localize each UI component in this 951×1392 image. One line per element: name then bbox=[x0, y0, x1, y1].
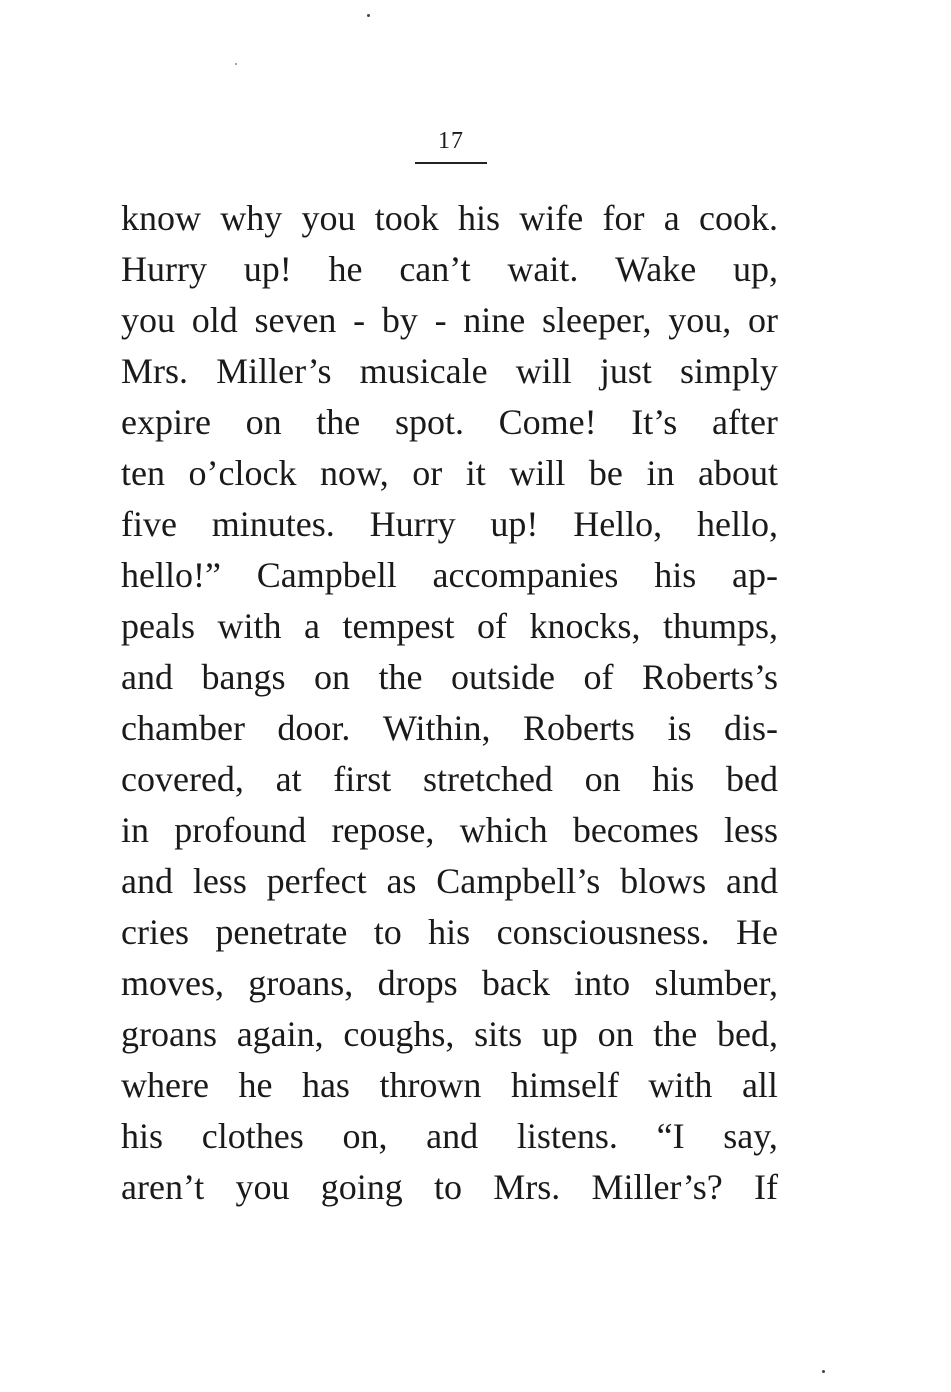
text-line bbox=[121, 346, 778, 397]
word: He bbox=[736, 912, 778, 952]
text-line bbox=[121, 652, 778, 703]
word: - bbox=[353, 300, 366, 340]
text-line bbox=[121, 193, 778, 244]
word: hello!” bbox=[121, 555, 221, 595]
word: or bbox=[747, 300, 778, 340]
word: wife bbox=[519, 198, 584, 238]
word: in bbox=[121, 810, 150, 850]
word: expire bbox=[121, 402, 211, 442]
word: his bbox=[654, 555, 697, 595]
word: bed, bbox=[717, 1014, 778, 1054]
word: of bbox=[583, 657, 614, 697]
word: after bbox=[711, 402, 778, 442]
word: first bbox=[333, 759, 392, 799]
word: thrown bbox=[379, 1065, 482, 1105]
word: Come! bbox=[498, 402, 597, 442]
word: a bbox=[663, 198, 680, 238]
word: slumber, bbox=[654, 963, 778, 1003]
word: or bbox=[412, 453, 443, 493]
word: Roberts bbox=[522, 708, 635, 748]
word: up! bbox=[243, 249, 292, 289]
word: now, bbox=[320, 453, 389, 493]
word: on bbox=[584, 759, 621, 799]
word: has bbox=[301, 1065, 350, 1105]
page-number: 17 bbox=[438, 128, 464, 154]
word: of bbox=[476, 606, 507, 646]
text-line bbox=[121, 1162, 778, 1213]
word: as bbox=[386, 861, 417, 901]
word: ten bbox=[121, 453, 165, 493]
text-line bbox=[121, 703, 778, 754]
word: on bbox=[313, 657, 350, 697]
word: at bbox=[275, 759, 302, 799]
word: Mrs. bbox=[493, 1167, 561, 1207]
word: a bbox=[303, 606, 320, 646]
body-text bbox=[121, 193, 778, 1213]
word: on bbox=[245, 402, 282, 442]
word: you bbox=[121, 300, 175, 340]
ink-speck bbox=[367, 14, 370, 17]
word: his bbox=[428, 912, 471, 952]
word: Hurry bbox=[369, 504, 456, 544]
word: and bbox=[121, 861, 173, 901]
word: wait. bbox=[507, 249, 579, 289]
word: coughs, bbox=[343, 1014, 455, 1054]
text-line bbox=[121, 499, 778, 550]
word: about bbox=[698, 453, 778, 493]
word: going bbox=[320, 1167, 403, 1207]
word: say, bbox=[723, 1116, 778, 1156]
word: his bbox=[458, 198, 501, 238]
word: and bbox=[426, 1116, 479, 1156]
word: up, bbox=[733, 249, 778, 289]
word: Miller’s bbox=[216, 351, 332, 391]
word: into bbox=[574, 963, 631, 1003]
word: accompanies bbox=[432, 555, 619, 595]
word: thumps, bbox=[662, 606, 778, 646]
word: simply bbox=[679, 351, 778, 391]
word: profound bbox=[174, 810, 307, 850]
word: - bbox=[434, 300, 447, 340]
word: o’clock bbox=[188, 453, 297, 493]
word: moves, bbox=[121, 963, 224, 1003]
ink-speck bbox=[235, 63, 237, 65]
word: where bbox=[121, 1065, 209, 1105]
word: know bbox=[121, 198, 201, 238]
word: for bbox=[602, 198, 645, 238]
word: to bbox=[373, 912, 402, 952]
word: Hello, bbox=[573, 504, 663, 544]
word: his bbox=[652, 759, 695, 799]
word: cook. bbox=[698, 198, 778, 238]
word: chamber bbox=[121, 708, 245, 748]
word: and bbox=[725, 861, 778, 901]
word: be bbox=[588, 453, 623, 493]
text-line bbox=[121, 448, 778, 499]
word: his bbox=[121, 1116, 164, 1156]
word: outside bbox=[450, 657, 555, 697]
word: the bbox=[316, 402, 361, 442]
word: minutes. bbox=[211, 504, 335, 544]
word: ap- bbox=[731, 555, 778, 595]
text-line bbox=[121, 1009, 778, 1060]
page-number-rule bbox=[415, 162, 487, 164]
word: Within, bbox=[382, 708, 491, 748]
word: to bbox=[433, 1167, 462, 1207]
text-line bbox=[121, 244, 778, 295]
word: Roberts’s bbox=[641, 657, 778, 697]
word: Mrs. bbox=[121, 351, 189, 391]
word: Miller’s? bbox=[591, 1167, 723, 1207]
text-line bbox=[121, 805, 778, 856]
word: he bbox=[328, 249, 363, 289]
word: will bbox=[509, 453, 566, 493]
text-line bbox=[121, 295, 778, 346]
word: peals bbox=[121, 606, 195, 646]
word: repose, bbox=[331, 810, 435, 850]
word: he bbox=[238, 1065, 273, 1105]
word: If bbox=[753, 1167, 778, 1207]
text-line bbox=[121, 1060, 778, 1111]
word: perfect bbox=[266, 861, 367, 901]
word: took bbox=[374, 198, 439, 238]
word: why bbox=[220, 198, 283, 238]
word: five bbox=[121, 504, 177, 544]
word: Hurry bbox=[121, 249, 207, 289]
ink-speck bbox=[822, 1370, 825, 1373]
word: and bbox=[121, 657, 173, 697]
word: which bbox=[459, 810, 548, 850]
word: becomes bbox=[572, 810, 699, 850]
word: on bbox=[597, 1014, 634, 1054]
word: covered, bbox=[121, 759, 244, 799]
word: It’s bbox=[631, 402, 678, 442]
word: can’t bbox=[399, 249, 471, 289]
word: bed bbox=[726, 759, 778, 799]
word: bangs bbox=[201, 657, 286, 697]
word: it bbox=[465, 453, 486, 493]
word: seven bbox=[254, 300, 337, 340]
word: with bbox=[217, 606, 282, 646]
word: you, bbox=[668, 300, 732, 340]
word: “I bbox=[656, 1116, 685, 1156]
word: with bbox=[648, 1065, 713, 1105]
word: again, bbox=[236, 1014, 324, 1054]
word: is bbox=[667, 708, 692, 748]
word: in bbox=[646, 453, 675, 493]
word: old bbox=[191, 300, 238, 340]
word: the bbox=[653, 1014, 698, 1054]
word: on, bbox=[342, 1116, 388, 1156]
word: nine bbox=[463, 300, 526, 340]
text-line bbox=[121, 601, 778, 652]
word: listens. bbox=[516, 1116, 618, 1156]
word: penetrate bbox=[215, 912, 348, 952]
word: you bbox=[235, 1167, 290, 1207]
word: the bbox=[378, 657, 423, 697]
word: groans, bbox=[248, 963, 354, 1003]
word: cries bbox=[121, 912, 189, 952]
word: just bbox=[599, 351, 652, 391]
word: aren’t bbox=[121, 1167, 205, 1207]
word: tempest bbox=[342, 606, 455, 646]
word: Wake bbox=[615, 249, 697, 289]
word: blows bbox=[620, 861, 707, 901]
word: all bbox=[741, 1065, 778, 1105]
text-line bbox=[121, 1111, 778, 1162]
word: less bbox=[724, 810, 778, 850]
word: stretched bbox=[422, 759, 553, 799]
word: up! bbox=[490, 504, 539, 544]
word: clothes bbox=[201, 1116, 304, 1156]
text-line bbox=[121, 397, 778, 448]
text-line bbox=[121, 907, 778, 958]
text-line bbox=[121, 754, 778, 805]
word: groans bbox=[121, 1014, 217, 1054]
word: consciousness. bbox=[496, 912, 710, 952]
word: sleeper, bbox=[542, 300, 652, 340]
word: dis- bbox=[723, 708, 778, 748]
text-line bbox=[121, 550, 778, 601]
word: door. bbox=[277, 708, 351, 748]
word: Campbell’s bbox=[436, 861, 601, 901]
word: himself bbox=[510, 1065, 619, 1105]
word: musicale bbox=[359, 351, 488, 391]
word: spot. bbox=[394, 402, 464, 442]
word: sits bbox=[474, 1014, 523, 1054]
text-line bbox=[121, 856, 778, 907]
word: by bbox=[381, 300, 418, 340]
word: knocks, bbox=[529, 606, 641, 646]
word: Campbell bbox=[256, 555, 397, 595]
word: drops bbox=[377, 963, 458, 1003]
word: hello, bbox=[697, 504, 778, 544]
word: you bbox=[301, 198, 356, 238]
word: up bbox=[541, 1014, 578, 1054]
text-line bbox=[121, 958, 778, 1009]
word: will bbox=[515, 351, 572, 391]
word: back bbox=[481, 963, 550, 1003]
word: less bbox=[192, 861, 247, 901]
